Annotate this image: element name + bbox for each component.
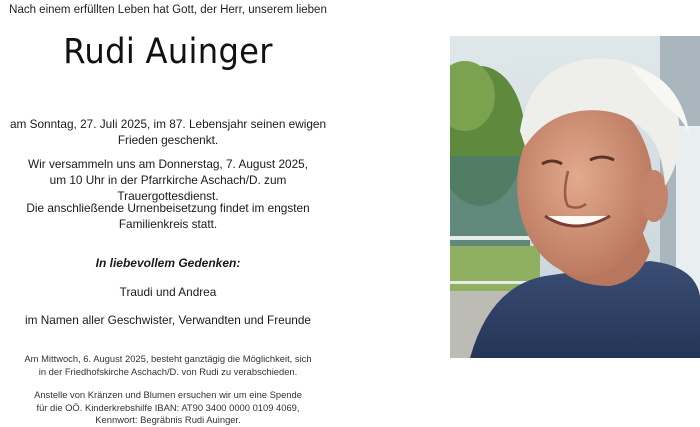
paragraph-line: Frieden geschenkt. [117, 133, 219, 147]
deceased-name: Rudi Auinger [63, 32, 273, 72]
paragraph-line: Die anschließende Urnenbeisetzung findet im engsten [26, 201, 310, 215]
paragraph-line: Wir versammeln uns am Donnerstag, 7. August 2025, [28, 157, 308, 171]
portrait-illustration [450, 36, 700, 358]
note-line: in der Friedhofskirche Aschach/D. von Rudi zu verabschieden. [38, 365, 298, 377]
paragraph-line: um 10 Uhr in der Pfarrkirche Aschach/D. zum Trauergottesdienst. [49, 173, 287, 203]
intro-line: Nach einem erfüllten Leben hat Gott, der Herr, unserem lieben [9, 4, 327, 16]
paragraph-line: am Sonntag, 27. Juli 2025, im 87. Lebensjahr seinen ewigen [9, 117, 327, 131]
paragraph-line: Familienkreis statt. [118, 217, 218, 231]
donation-note [0, 389, 336, 427]
portrait-photo [450, 36, 700, 358]
note-line: Anstelle von Kränzen und Blumen ersuchen wir um eine Spende [34, 389, 302, 400]
farewell-note [0, 353, 336, 378]
note-line: Am Mittwoch, 6. August 2025, besteht ganztägig die Möglichkeit, sich [24, 353, 312, 364]
note-line: Kennwort: Begräbnis Rudi Auinger. [95, 414, 241, 425]
burial-paragraph [0, 200, 336, 232]
relatives-line: im Namen aller Geschwister, Verwandten und Freunde [25, 313, 311, 327]
note-line: für die OÖ. Kinderkrebshilfe IBAN: AT90 3400 0000 0109 4069, [36, 401, 300, 413]
service-paragraph [0, 156, 336, 204]
memorial-heading: In liebevollem Gedenken: [95, 256, 241, 270]
death-date-paragraph [0, 116, 336, 148]
family-names: Traudi und Andrea [119, 285, 217, 299]
